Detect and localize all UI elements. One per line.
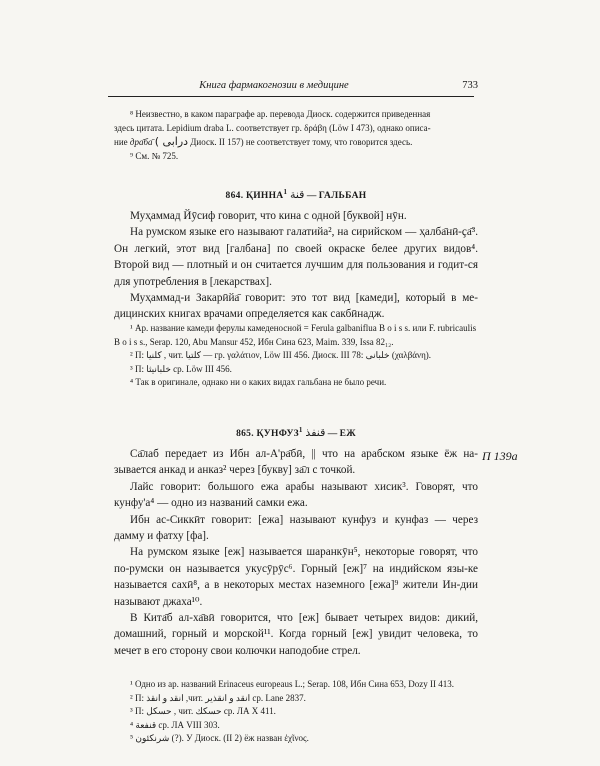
footnote: ⁴ قنفعة cp. ЛА VIII 303.	[130, 719, 220, 730]
footnote: ² П: انقد و انقذ ,чит. انقد و انقذير cp. Lane 2837.	[130, 692, 306, 703]
entry-864-body	[114, 208, 478, 323]
paragraph: Ибн ас-Сиккӣт говорит: [ежа] называют кунфуз и кунфаз — через дамму и фатху [фа].	[114, 513, 478, 543]
footnote-8-line3: ние дра̄ба̄ ( درابى Диоск. II 157) не соответствует тому, что говорится здесь.	[114, 135, 413, 148]
paragraph: На румском языке его называют галатийа², на сирийском — ҳалба̄нӣ-ҫа̄³. Он легкий, этот вид [галбана] по своей окраске белее других видов⁴. Второй вид — плотный и он считается лучшим для пользования и годит-ся для употребления в [лекарствах].	[114, 226, 478, 288]
footnote: ³ П: خلبانيثا cp. Löw III 456.	[130, 363, 232, 374]
entry-865-footnotes	[114, 678, 478, 746]
entry-865-arabic: قنفذ	[305, 426, 326, 439]
entry-864-footnotes	[114, 322, 478, 390]
running-title: Книга фармакогнозии в медицине	[199, 80, 349, 91]
footnote: ⁴ Так в оригинале, однако ни о каких видах гальбана не было речи.	[130, 377, 387, 387]
footnote: ² П: كلنيا , чит. كلتيا — гр. γαλάτιον, Löw III 456. Диоск. III 78: خلبانى (χαλβάνη).	[130, 350, 432, 360]
page-number: 733	[462, 80, 478, 91]
running-header	[114, 80, 478, 96]
footnote: ³ П: حسكل , чит. حسكك cp. ЛА X 411.	[130, 706, 276, 716]
paragraph: Муҳаммад Йӯсиф говорит, что кина с одной [буквой] нӯн.	[130, 210, 407, 222]
arabic-word: ( درابى	[154, 135, 189, 148]
footnote-8-line2: здесь цитата. Lepidium draba L. соответствует гр. δράβη (Löw I 473), однако описа-	[114, 122, 431, 133]
header-rule	[108, 96, 474, 97]
footnote: ¹ Ар. название камеди ферулы камеденосной = Ferula galbaniflua B o i s s. или F. rubricaulis B o i s s., Serap. 120, Abu Mansur 452, Ибн Сина 623, Maim. 339, Issa 82₁₂.	[114, 323, 477, 347]
entry-865-heading: 865. ҚУНФУЗ$^1$ قنفذ — ЕЖ	[236, 425, 356, 439]
carryover-footnotes	[114, 108, 478, 163]
paragraph: Са̄лаб передает из Ибн ал-А'ра̄бӣ, || что на арабском языке ёж на-зывается анкад и анказ² через [букву] за̄л с точкой.	[114, 448, 478, 477]
entry-864-heading: 864. ҚИННА$^1$ قنة — ГАЛЬБАН	[225, 187, 367, 201]
paragraph: На румском языке [еж] называется шаранкӯн⁵, некоторые говорят, что по-румски он называется укусӯрӯс⁶. Горный [еж]⁷ на индийском язы-ке называется сахӣ⁸, а в некоторых местах наземного [ежа]⁹ жители Ин-дии называют джаха¹⁰.	[114, 546, 478, 608]
manuscript-folio-note: П 139а	[482, 449, 518, 463]
entry-865-body	[114, 446, 478, 659]
paragraph: Муҳаммад-и Закарӣйа̄ говорит: это тот вид [камеди], который в ме-дицинских книгах врачами определяется как сакбӣнадж.	[114, 292, 478, 321]
footnote-9: ⁹ См. № 725.	[130, 150, 179, 161]
footnote-8: ⁸ Неизвестно, в каком параграфе ар. перевода Диоск. содержится приведенная	[130, 109, 431, 119]
footnote: ¹ Одно из ар. названий Erinaceus europeaus L.; Serap. 108, Ибн Сина 653, Dozy II 413.	[130, 679, 454, 689]
entry-864-arabic: قنة	[289, 188, 305, 201]
paragraph: Лайс говорит: большого ежа арабы называют хисик³. Говорят, что кунфу'а⁴ — одно из названий самки ежа.	[114, 480, 478, 510]
footnote: ⁵ شرنكئون (?). У Диоск. (II 2) ёж назван ἐχῖνος.	[130, 733, 309, 743]
paragraph: В Кита̄б ал-ха̄вӣ говорится, что [еж] бывает четырех видов: дикий, домашний, горный и морской¹¹. Когда горный [еж] увидит человека, то мечет в его сторону свои колючки наподобие стрел.	[114, 612, 478, 657]
